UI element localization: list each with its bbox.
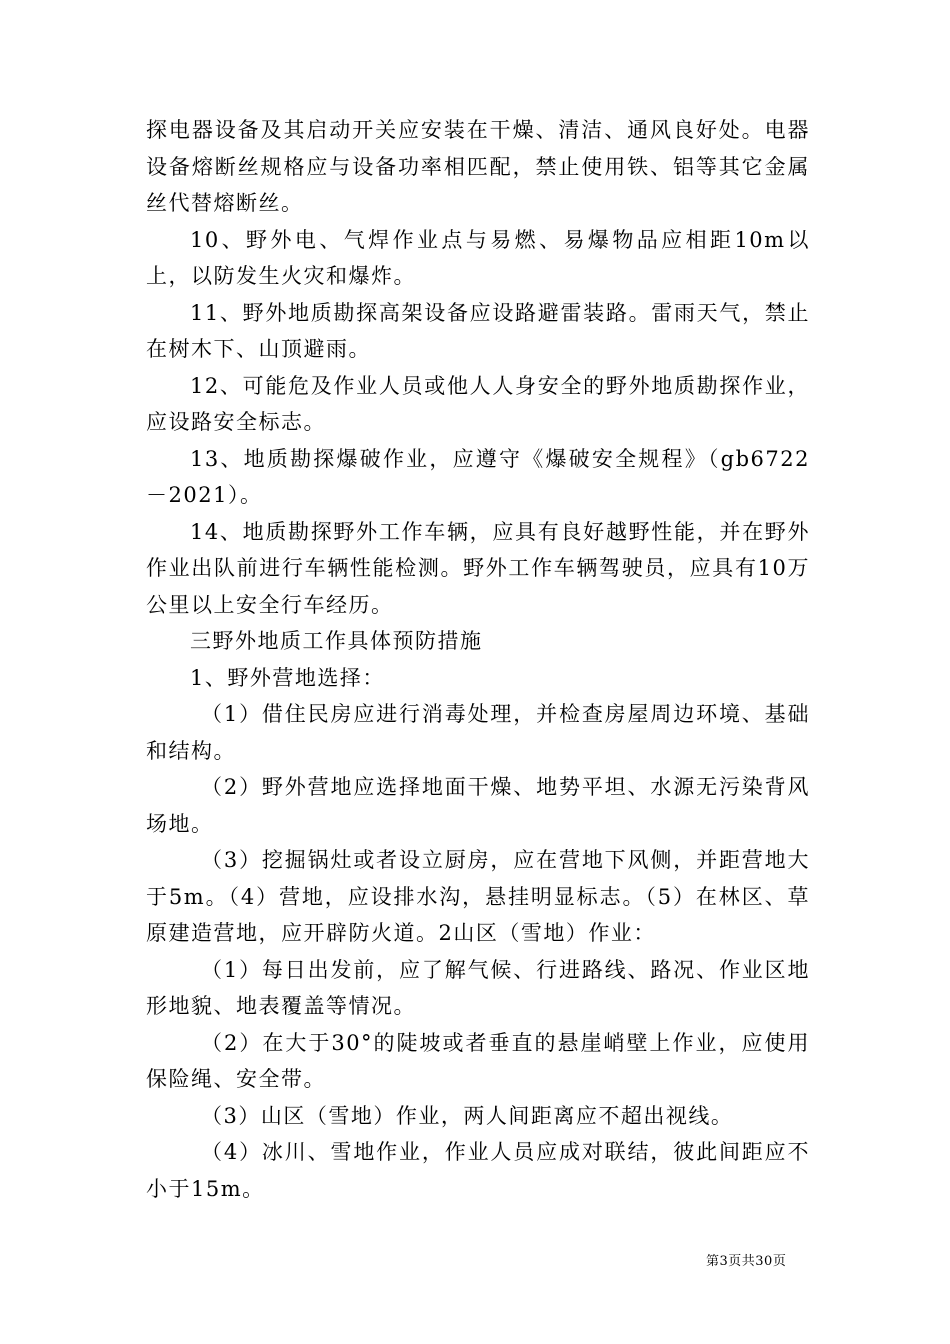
paragraph-mountain-3: （3）山区（雪地）作业，两人间距离应不超出视线。 bbox=[201, 1103, 734, 1128]
paragraph-item-10: 10、野外电、气焊作业点与易燃、易爆物品应相距10m以上，以防发生火灾和爆炸。 bbox=[146, 227, 810, 288]
document-body bbox=[146, 112, 810, 1207]
paragraph-mountain-2: （2）在大于30°的陡坡或者垂直的悬崖峭壁上作业，应使用保险绳、安全带。 bbox=[146, 1030, 810, 1091]
paragraph-mountain-4: （4）冰川、雪地作业，作业人员应成对联结，彼此间距应不小于15m。 bbox=[146, 1140, 810, 1201]
paragraph-item-13: 13、地质勘探爆破作业，应遵守《爆破安全规程》（gb6722－2021）。 bbox=[146, 446, 810, 507]
paragraph-mountain-1: （1）每日出发前，应了解气候、行进路线、路况、作业区地形地貌、地表覆盖等情况。 bbox=[146, 957, 810, 1018]
paragraph-electrical-equipment: 探电器设备及其启动开关应安装在干燥、清洁、通风良好处。电器设备熔断丝规格应与设备功率相匹配，禁止使用铁、铝等其它金属丝代替熔断丝。 bbox=[146, 118, 810, 215]
paragraph-camp-2: （2）野外营地应选择地面干燥、地势平坦、水源无污染背风场地。 bbox=[146, 775, 810, 836]
paragraph-item-12: 12、可能危及作业人员或他人人身安全的野外地质勘探作业，应设路安全标志。 bbox=[146, 373, 810, 434]
section-heading: 三野外地质工作具体预防措施 bbox=[190, 629, 483, 653]
paragraph-camp-1: （1）借住民房应进行消毒处理，并检查房屋周边环境、基础和结构。 bbox=[146, 702, 810, 763]
subsection-heading-camp: 1、野外营地选择： bbox=[190, 665, 385, 690]
paragraph-item-14: 14、地质勘探野外工作车辆，应具有良好越野性能，并在野外作业出队前进行车辆性能检测。野外工作车辆驾驶员，应具有10万公里以上安全行车经历。 bbox=[146, 519, 810, 617]
page-number: 第3页共30页 bbox=[706, 1254, 787, 1269]
paragraph-camp-3: （3）挖掘锅灶或者设立厨房，应在营地下风侧，并距营地大于5m。（4）营地，应设排水沟，悬挂明显标志。（5）在林区、草原建造营地，应开辟防火道。2山区（雪地）作业： bbox=[146, 848, 810, 945]
paragraph-item-11: 11、野外地质勘探高架设备应设路避雷装路。雷雨天气，禁止在树木下、山顶避雨。 bbox=[146, 300, 810, 361]
